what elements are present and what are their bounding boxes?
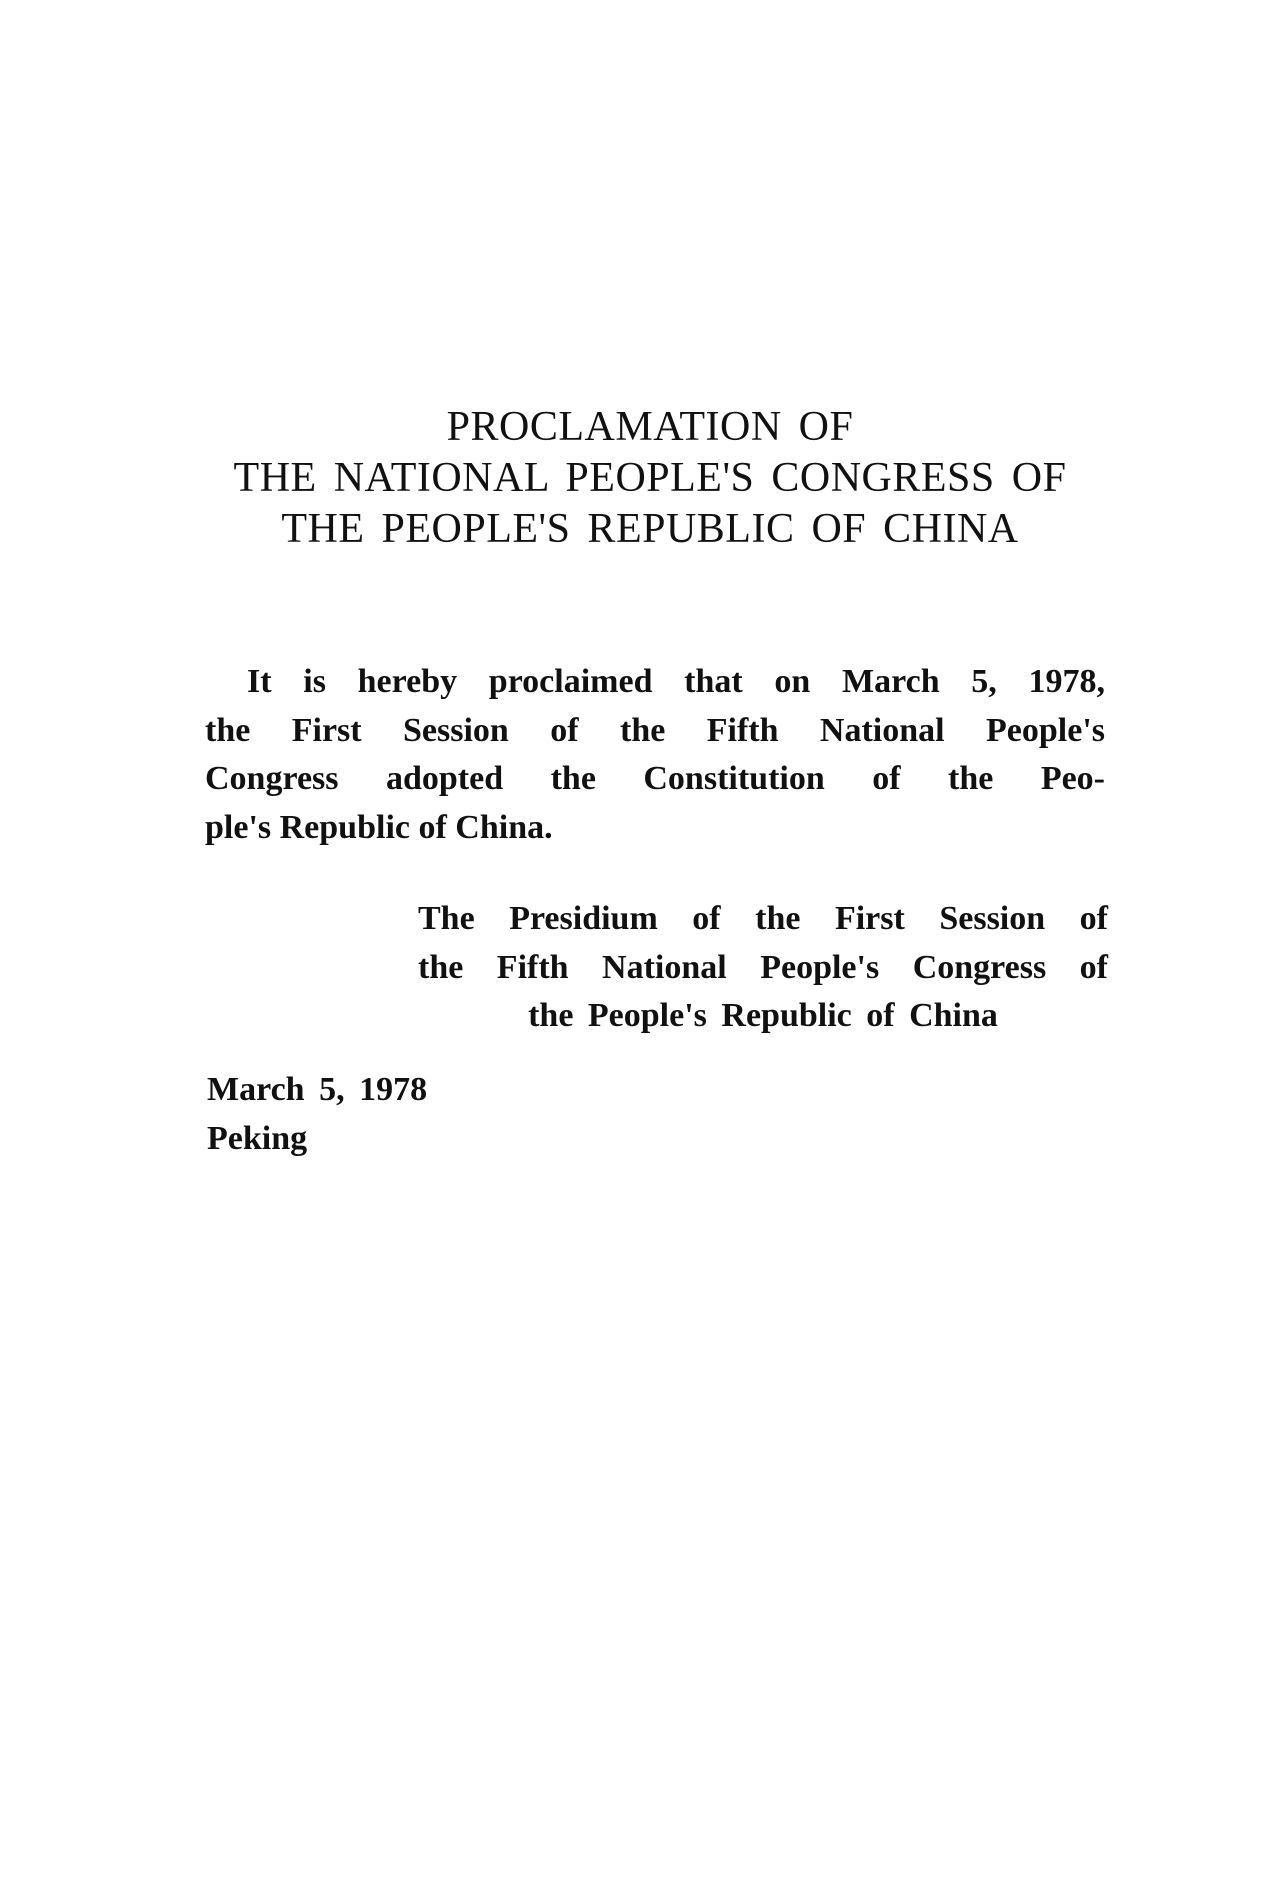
proclamation-place: Peking	[207, 1119, 308, 1157]
body-line: It is hereby proclaimed that on March 5, 1978,	[247, 663, 1105, 700]
title-line: PROCLAMATION OF	[446, 404, 854, 450]
presidium-signature	[418, 895, 1108, 1041]
signature-line: The Presidium of the First Session of	[418, 900, 1108, 937]
proclamation-body	[205, 658, 1105, 852]
proclamation-title	[190, 402, 1110, 555]
signature-line: the Fifth National People's Congress of	[418, 948, 1108, 986]
title-line: THE PEOPLE'S REPUBLIC OF CHINA	[281, 506, 1019, 552]
signature-line: the People's Republic of China	[528, 997, 998, 1034]
proclamation-date: March 5, 1978	[207, 1071, 428, 1108]
date-and-place	[207, 1066, 427, 1163]
title-line: THE NATIONAL PEOPLE'S CONGRESS OF	[233, 455, 1067, 501]
body-line: Congress adopted the Constitution of the Peo-	[205, 760, 1105, 797]
body-line: ple's Republic of China.	[205, 808, 553, 846]
body-line: the First Session of the Fifth National People's	[205, 711, 1105, 749]
